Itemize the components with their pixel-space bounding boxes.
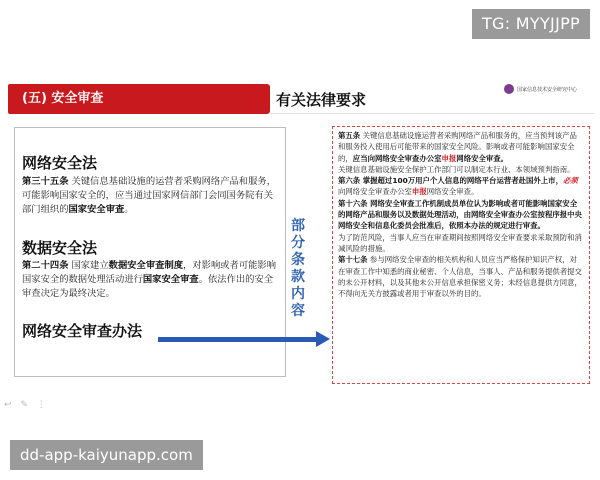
header-divider [270,113,594,114]
law1-text-a: 关键信息基础设施的运营者采购网络产品和服务，可能影响国家安全的，应当通过国家网信部门会同国务院有关部门组织的 [22,176,276,215]
arrow-right-icon [316,331,330,347]
article-excerpts-box [332,126,590,384]
article-5 [338,130,584,164]
law2-text-bold1: 数据安全审查制度 [108,260,184,271]
article-5-bold: 应当向网络安全审查办公室 [352,153,442,163]
side-label-char: 款 [291,269,305,285]
law2-body [22,259,280,301]
article-17 [338,254,584,299]
law2-text-bold2: 国家安全审查 [142,274,199,285]
section-subtitle: 有关法律要求 [276,91,367,109]
article-17-number: 第十七条 [338,255,368,265]
law2-text-c: 。依法作出的安全审查决定为最终决定。 [22,274,274,299]
watermark-bottom: dd-app-kaiyunapp.com [10,440,203,470]
article-6-end: 网络安全审查。 [426,187,479,197]
law2-text-b: ，对影响或者可能影响国家安全的数据处理活动进行 [22,260,277,285]
article-16-text: 网络安全审查工作机制成员单位认为影响或者可能影响国家安全的网络产品和服务以及数据处理活动，由网络安全审查办公室按程序报中央网络安全和信息化委员会批准后，依照本办法的规定进行审查。 [338,198,582,231]
article-16-note: 为了防范风险，当事人应当在审查期间按照网络安全审查要求采取预防和消减风险的措施。 [338,232,582,253]
article-5-text: 关键信息基础设施运营者采购网络产品和服务的，应当预判该产品和服务投入使用后可能带来的国家安全风险。影响或者可能影响国家安全的， [338,131,577,163]
article-6-red: 申报 [411,187,427,197]
article-6-text-b: 向网络安全审查办公室 [338,187,412,197]
law2-text-a: 国家建立 [68,260,109,271]
section-title: (五) 安全审查 [8,84,270,114]
law2-title: 数据安全法 [22,239,98,257]
side-label [288,218,308,320]
law1-body [22,175,280,217]
side-label-char: 容 [291,303,305,319]
logo-text: 国家信息技术安全研究中心 [517,86,578,93]
article-5-end: 网络安全审查。 [456,153,509,163]
law1-article: 第三十五条 [22,176,69,187]
side-label-char: 部 [291,218,305,234]
article-16-number: 第十六条 [338,198,368,208]
article-6-number: 第六条 [338,176,361,186]
side-label-char: 内 [291,286,305,302]
article-5-number: 第五条 [338,131,361,140]
law1-title: 网络安全法 [22,154,98,172]
article-17-text: 参与网络安全审查的相关机构和人员应当严格保护知识产权，对在审查工作中知悉的商业秘密、个人信息，当事人、产品和服务提供者提交的未公开材料，以及其他未公开信息承担保密义务；未经信息提供方同意，不得向无关方披露或者用于审查以外的目的。 [338,255,582,299]
watermark-top: TG: MYYJJPP [472,9,590,39]
institution-logo [504,82,596,96]
slide-nav-icons[interactable]: ↩ ✎ ⋮ [4,400,49,410]
law1-text-bold: 国家安全审查 [68,204,125,215]
side-label-char: 分 [291,235,305,251]
law2-article: 第二十四条 [22,260,69,271]
article-5-red: 申报 [441,153,457,163]
article-5-note: 关键信息基础设施安全保护工作部门可以制定本行业、本领域预判指南。 [338,164,575,174]
article-16 [338,198,584,232]
article-6-text: 掌握超过100万用户个人信息的网络平台运营者赴国外上市， [360,176,563,186]
arrow-shaft [158,337,320,342]
law1-text-end: 。 [124,204,134,215]
law3-title: 网络安全审查办法 [22,322,143,340]
article-6-must: 必须 [562,176,578,186]
side-label-char: 条 [291,252,305,268]
article-6 [338,175,584,198]
logo-mark-icon [504,84,514,94]
